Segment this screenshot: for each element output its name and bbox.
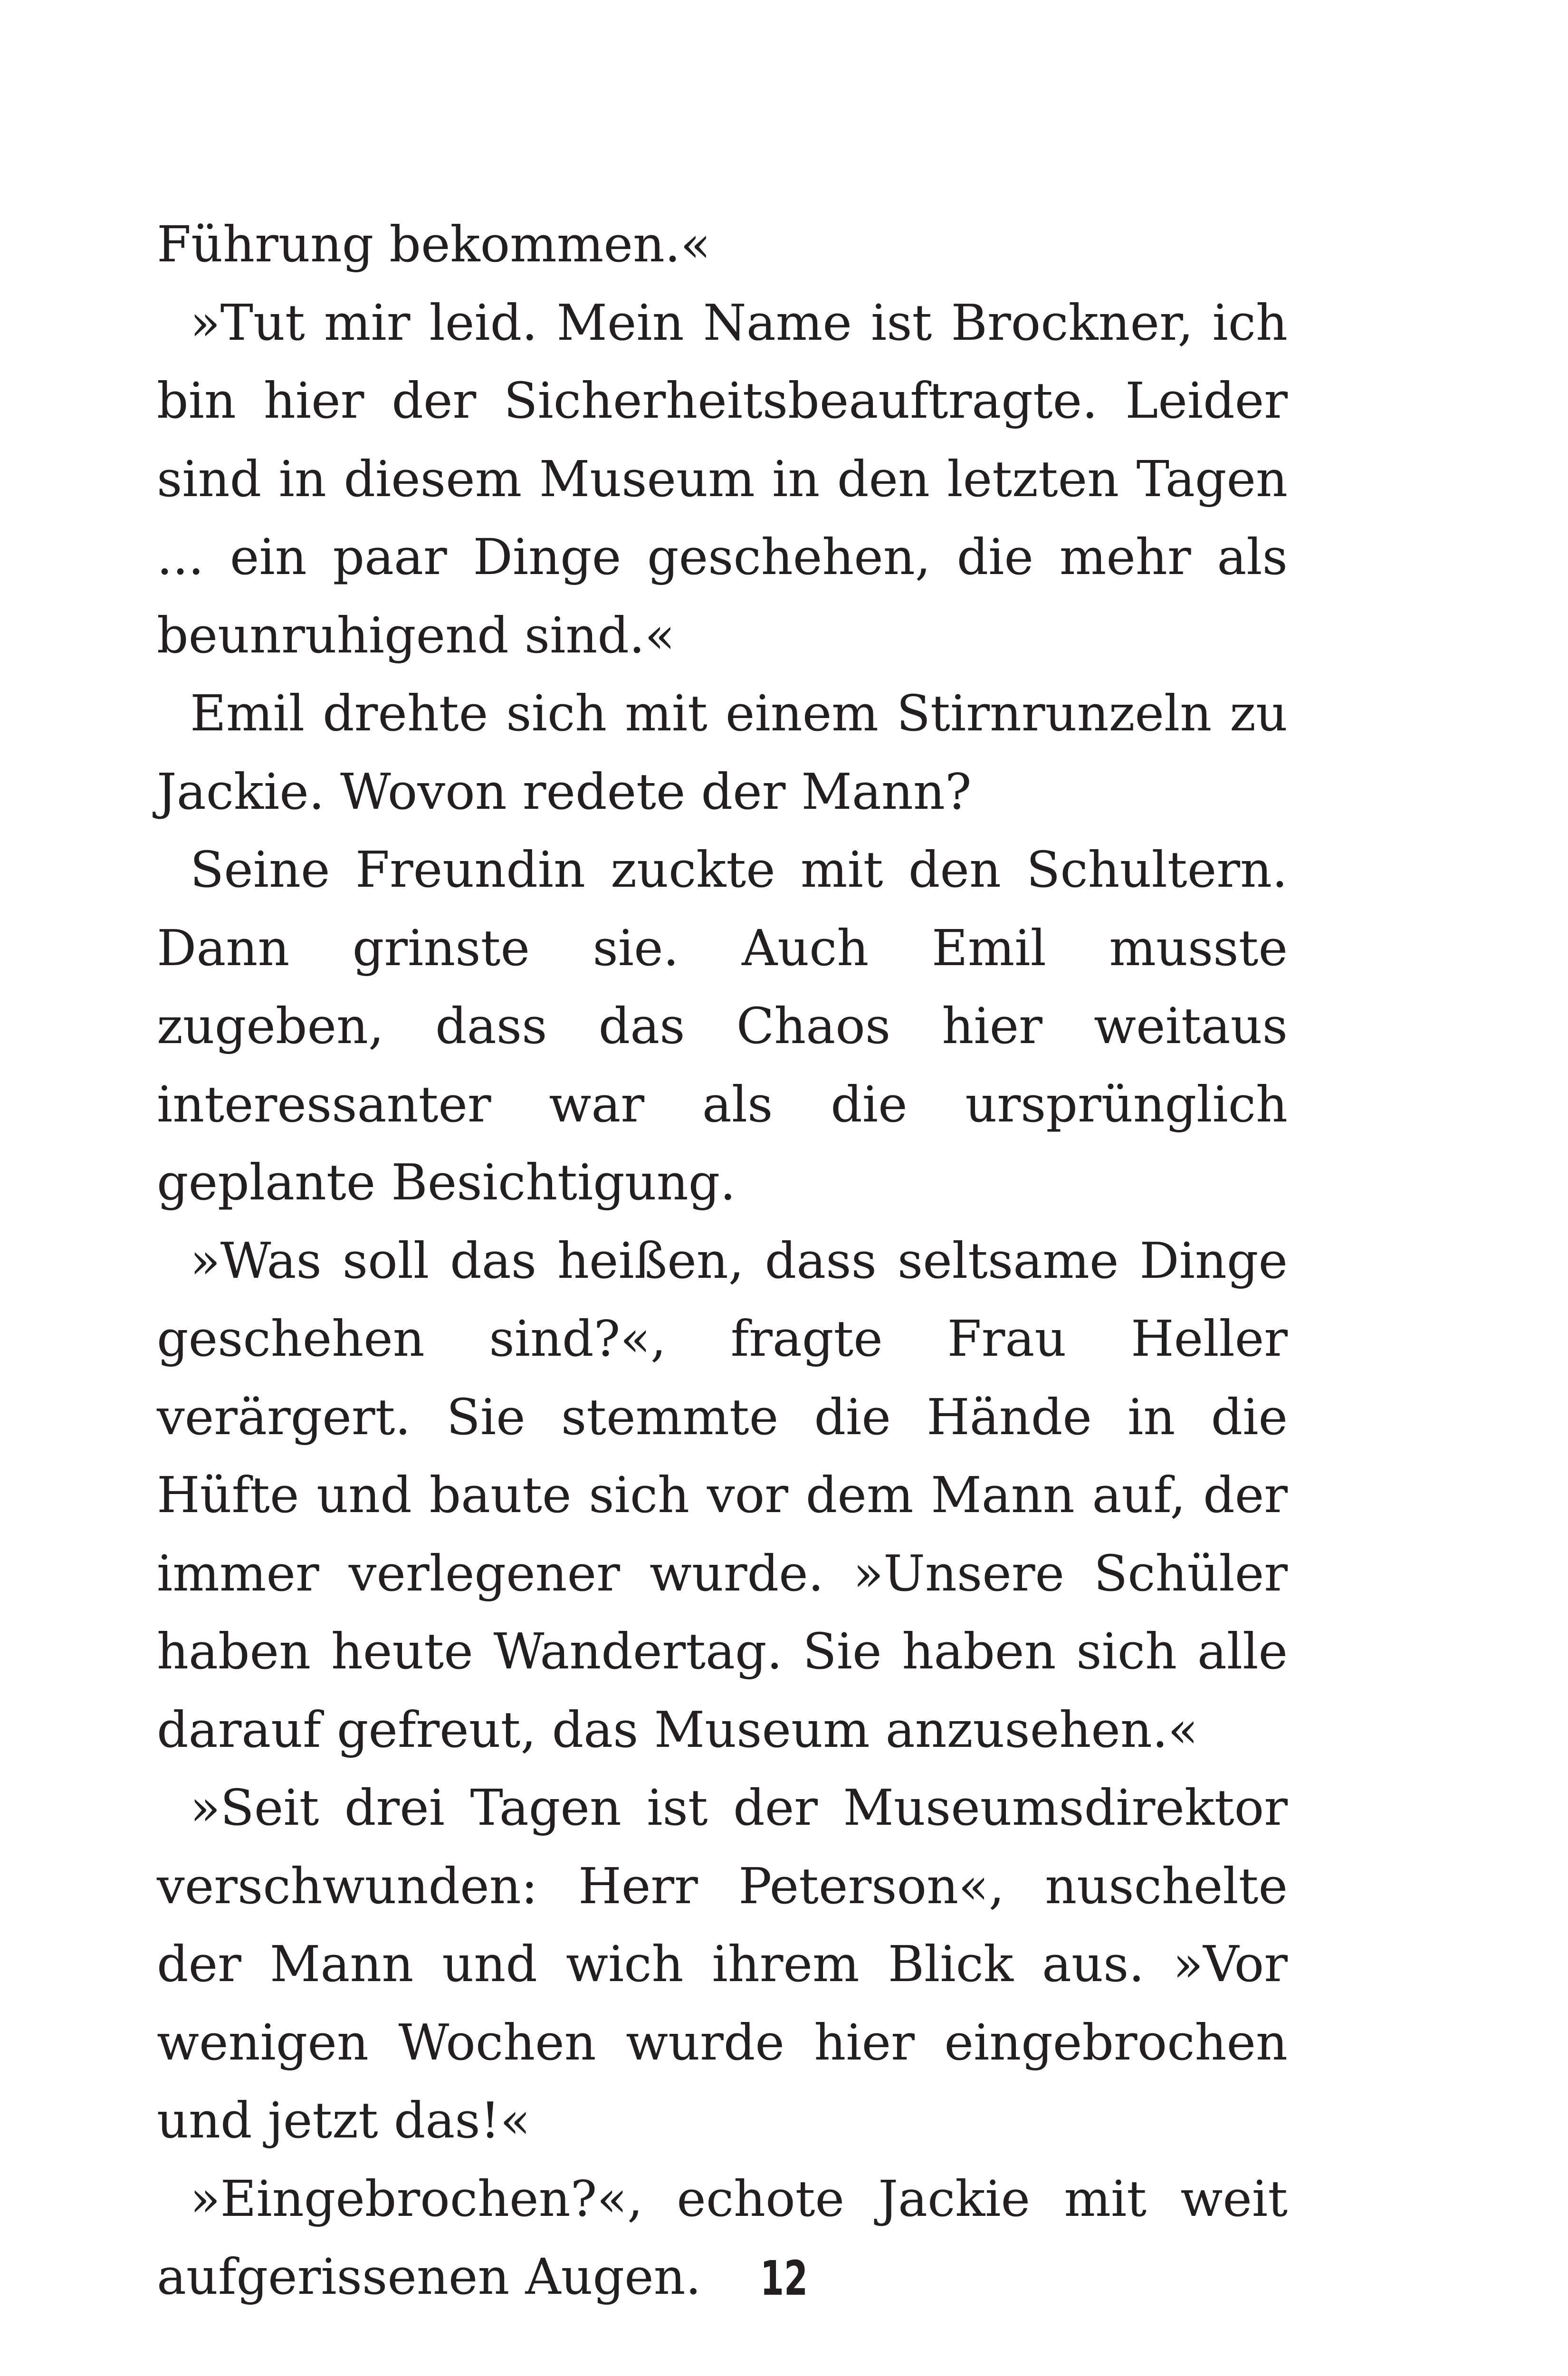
- paragraph: »Eingebrochen?«, echote Jackie mit weit aufgerissenen Augen.: [157, 2169, 1288, 2306]
- paragraph: Emil drehte sich mit einem Stirnrunzeln zu Jackie. Wovon redete der Mann?: [157, 684, 1288, 821]
- body-text: [157, 205, 1288, 2316]
- paragraph: »Was soll das heißen, dass seltsame Dinge geschehen sind?«, fragte Frau Heller verärgert. Sie stemmte die Hände in die Hüfte und baute sich vor dem Mann auf, der immer verlegener wurde. »Unsere Schüler haben heute Wandertag. Sie haben sich alle darauf gefreut, das Museum anzusehen.«: [157, 1231, 1288, 1759]
- paragraph: »Seit drei Tagen ist der Museumsdirektor verschwunden: Herr Peterson«, nuschelte der Mann und wich ihrem Blick aus. »Vor wenigen Wochen wurde hier eingebrochen und jetzt das!«: [157, 1779, 1288, 2149]
- paragraph-continuation: Führung bekommen.«: [157, 215, 711, 273]
- paragraph: »Tut mir leid. Mein Name ist Brockner, ich bin hier der Sicherheitsbeauftragte. Leider sind in diesem Museum in den letzten Tagen ... ein paar Dinge geschehen, die mehr als beunruhigend sind.«: [157, 293, 1288, 664]
- page-number: 12: [760, 2251, 808, 2306]
- paragraph: Seine Freundin zuckte mit den Schultern. Dann grinste sie. Auch Emil musste zugeben, dass das Chaos hier weitaus interessanter war als die ursprünglich geplante Besichtigung.: [157, 841, 1288, 1211]
